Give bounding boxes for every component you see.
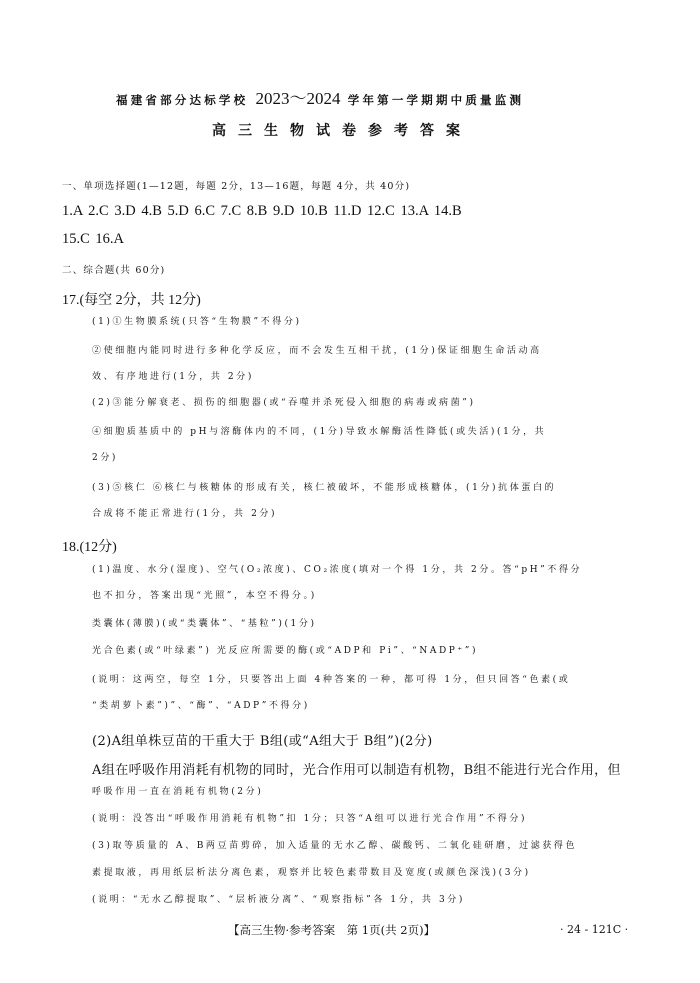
q18-line: (1)温度、水分(湿度)、空气(O₂浓度)、CO₂浓度(填对一个得 1分，共 2分。答“pH”不得分 <box>92 565 583 575</box>
section2-heading: 二、综合题(共 60分) <box>62 265 166 276</box>
page-code: · 24 - 121C · <box>560 923 629 936</box>
q17-line: (2)③能分解衰老、损伤的细胞器(或“吞噬并杀死侵入细胞的病毒或病菌”) <box>92 398 476 408</box>
q18-line: (说明：这两空，每空 1分，只要答出上面 4种答案的一种，都可得 1分，但只回答“色素(或 <box>92 675 571 685</box>
q18-line: 光合色素(或“叶绿素”) 光反应所需要的酶(或“ADP和 Pi”、“NADP⁺”) <box>92 646 479 656</box>
q18-line: 也不扣分，答案出现“光照”，本空不得分。) <box>92 591 317 601</box>
page-header-title <box>116 84 524 109</box>
q17-line: ②使细胞内能同时进行多种化学反应，而不会发生互相干扰，(1分)保证细胞生命活动高 <box>92 346 542 356</box>
q18-line: 类囊体(薄膜)(或“类囊体”、“基粒”)(1分) <box>92 619 317 629</box>
q18-line: 素提取液，再用纸层析法分离色素，观察并比较色素带数目及宽度(或颜色深浅)(3分) <box>92 868 531 878</box>
q17-line: 2分) <box>92 453 119 463</box>
q18-title: 18.(12分) <box>62 540 117 555</box>
q17-line: (3)⑤核仁 ⑥核仁与核糖体的形成有关，核仁被破坏，不能形成核糖体，(1分)抗体蛋白的 <box>92 483 557 493</box>
section1-heading: 一、单项选择题(1—12题，每题 2分，13—16题，每题 4分，共 40分) <box>62 181 411 192</box>
section1-answers-line1: 1.A 2.C 3.D 4.B 5.D 6.C 7.C 8.B 9.D 10.B 11.D 12.C 13.A 14.B <box>62 203 462 219</box>
title-year: 2023～2024 <box>255 89 341 108</box>
title-prefix: 福建省部分达标学校 <box>116 93 249 107</box>
title-suffix: 学年第一学期期中质量监测 <box>347 93 525 107</box>
page-footer: 【高三生物·参考答案 第 1页(共 2页)】 <box>228 923 436 937</box>
q18-line: (说明：没答出“呼吸作用消耗有机物”扣 1分；只答“A组可以进行光合作用”不得分) <box>92 814 528 824</box>
q18-line: A组在呼吸作用消耗有机物的同时，光合作用可以制造有机物，B组不能进行光合作用，但 <box>92 763 621 778</box>
q17-title: 17.(每空 2分，共 12分) <box>62 293 201 308</box>
section1-answers-line2: 15.C 16.A <box>62 231 125 247</box>
q17-line: (1)①生物膜系统(只答“生物膜”不得分) <box>92 317 302 327</box>
q18-line: (3)取等质量的 A、B两豆苗剪碎，加入适量的无水乙醇、碳酸钙、二氧化硅研磨，过滤获得色 <box>92 841 578 851</box>
q18-line: (2)A组单株豆苗的干重大于 B组(或“A组大于 B组”)(2分) <box>92 734 433 749</box>
q18-line: 呼吸作用一直在消耗有机物(2分) <box>92 787 264 797</box>
q18-line: “类胡萝卜素”)”、“酶”、“ADP”不得分) <box>92 701 310 711</box>
page-subtitle: 高三生物试卷参考答案 <box>212 123 472 139</box>
q18-line: (说明：“无水乙醇提取”、“层析液分离”、“观察指标”各 1分，共 3分) <box>92 895 466 905</box>
q17-line: 效、有序地进行(1分，共 2分) <box>92 372 254 382</box>
q17-line: 合成将不能正常进行(1分，共 2分) <box>92 509 278 519</box>
q17-line: ④细胞质基质中的 pH与溶酶体内的不同，(1分)导致水解酶活性降低(或失活)(1分，共 <box>92 427 547 437</box>
